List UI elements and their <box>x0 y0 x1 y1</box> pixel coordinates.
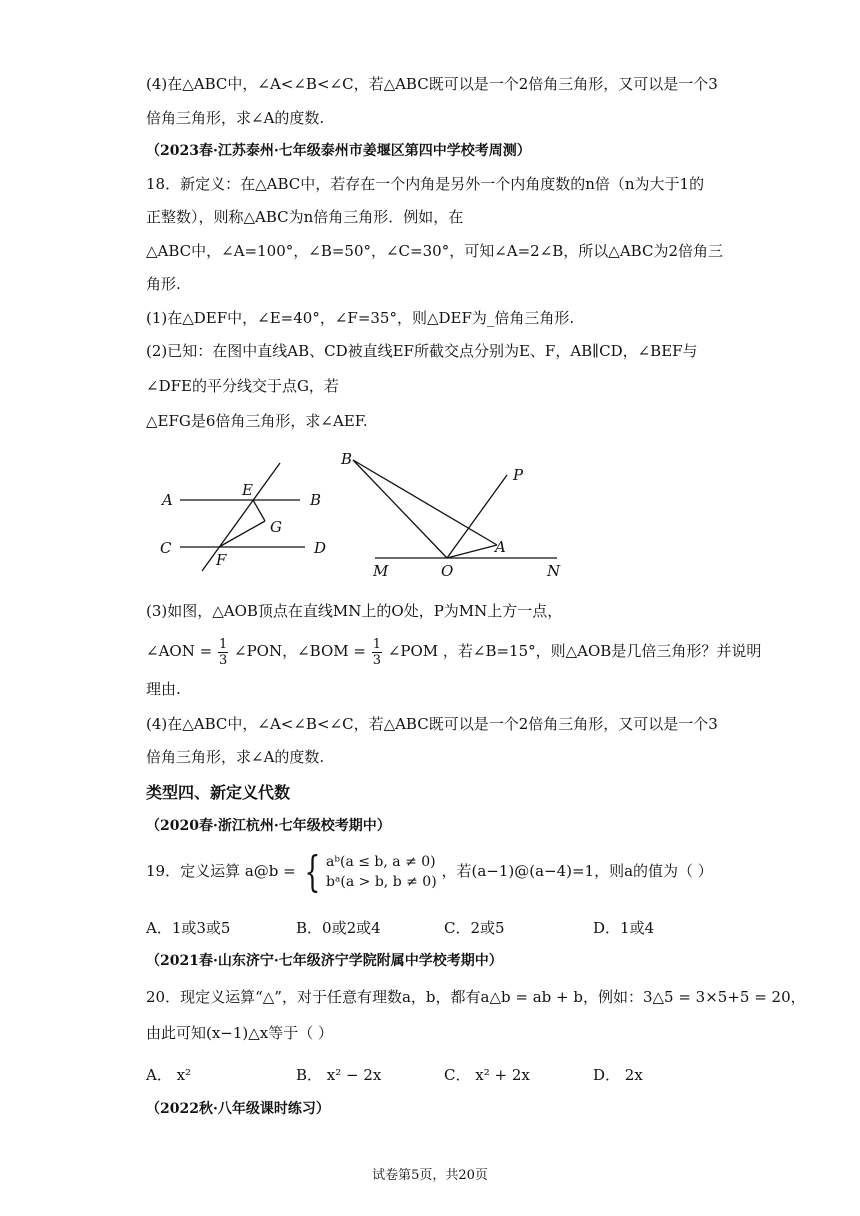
q19-option-d[interactable]: D．1或4 <box>593 919 655 937</box>
q20-line2: 由此可知(x−1)△x等于（ ） <box>146 1024 334 1042</box>
q20-option-c[interactable]: C． x² + 2x <box>444 1066 530 1084</box>
label-f: F <box>216 551 227 569</box>
label-g: G <box>270 518 282 536</box>
source-note: （2020春·浙江杭州·七年级校考期中） <box>146 818 391 834</box>
q19-option-b[interactable]: B．0或2或4 <box>296 919 381 937</box>
q18-line4: 角形. <box>146 275 181 293</box>
q19-prefix: 19．定义运算 a@b = <box>146 862 296 880</box>
label-p: P <box>513 466 524 484</box>
angle-bom-text: ∠PON，∠BOM = <box>234 642 366 660</box>
line-ef <box>202 463 280 571</box>
q18-line2: 正整数），则称△ABC为n倍角三角形．例如，在 <box>146 208 464 226</box>
q19-cases <box>326 852 437 892</box>
q18-part3-line3: 理由. <box>146 680 181 698</box>
q19-option-c[interactable]: C．2或5 <box>444 919 505 937</box>
q18-part4-line1: (4)在△ABC中，∠A<∠B<∠C，若△ABC既可以是一个2倍角三角形，又可以是一个3 <box>146 715 718 733</box>
q20-option-a[interactable]: A． x² <box>146 1066 192 1084</box>
q18-line3: △ABC中，∠A=100°，∠B=50°，∠C=30°，可知∠A=2∠B，所以△ABC为2倍角三 <box>146 242 723 260</box>
q20-line1: 20．现定义运算“△”，对于任意有理数a，b，都有a△b = ab + b，例如：3△5 = 3×5+5 = 20， <box>146 988 806 1006</box>
q18-part3-line2 <box>146 636 761 668</box>
q18-part3-line1: (3)如图，△AOB顶点在直线MN上的O处，P为MN上方一点， <box>146 602 563 620</box>
q18-line1: 18．新定义：在△ABC中，若存在一个内角是另外一个内角度数的n倍（n为大于1的 <box>146 175 705 193</box>
label-c: C <box>160 539 172 557</box>
q19-suffix: ，若(a−1)@(a−4)=1，则a的值为（ ） <box>441 862 713 880</box>
label-d: D <box>314 539 327 557</box>
bisector-fg <box>219 521 265 547</box>
figure-parallel-lines <box>150 455 340 575</box>
q18-part2-line1: (2)已知：在图中直线AB、CD被直线EF所截交点分别为E、F，AB∥CD，∠BEF与 <box>146 342 698 360</box>
label-o: O <box>441 562 454 580</box>
fraction-one-third-2: $\frac{1}{3}$ <box>372 636 382 668</box>
segment-ob <box>353 460 447 558</box>
q18-part2-line3: △EFG是6倍角三角形，求∠AEF. <box>146 412 368 430</box>
label-b: B <box>341 450 353 468</box>
figure-angle-aob <box>335 448 565 583</box>
line-p4b: 倍角三角形，求∠A的度数. <box>146 109 325 127</box>
q18-part2-line2: ∠DFE的平分线交于点G，若 <box>146 377 339 395</box>
page-footer: 试卷第5页，共20页 <box>372 1168 488 1183</box>
q20-option-b[interactable]: B． x² − 2x <box>296 1066 382 1084</box>
label-m: M <box>373 562 389 580</box>
q18-part4-line2: 倍角三角形，求∠A的度数. <box>146 748 325 766</box>
angle-aon-text: ∠AON = <box>146 642 213 660</box>
source-note: （2022秋·八年级课时练习） <box>146 1101 330 1117</box>
brace: { <box>303 847 320 896</box>
q19-stem <box>146 848 713 894</box>
bisector-eg <box>253 500 265 521</box>
label-a: A <box>495 538 506 556</box>
label-n: N <box>547 562 561 580</box>
q18-part1: (1)在△DEF中，∠E=40°，∠F=35°，则△DEF为_倍角三角形. <box>146 309 575 327</box>
line-p4a: (4)在△ABC中，∠A<∠B<∠C，若△ABC既可以是一个2倍角三角形，又可以是一个3 <box>146 75 718 93</box>
q19-option-a[interactable]: A．1或3或5 <box>146 919 231 937</box>
label-e: E <box>242 481 253 499</box>
q19-case-2: bᵃ(a > b, b ≠ 0) <box>326 874 437 890</box>
source-note: （2023春·江苏泰州·七年级泰州市姜堰区第四中学校考周测） <box>146 143 531 159</box>
label-b: B <box>310 491 322 509</box>
fraction-one-third: $\frac{1}{3}$ <box>218 636 228 668</box>
section-heading: 类型四、新定义代数 <box>146 783 291 802</box>
segment-ba <box>353 460 497 545</box>
q19-case-1: aᵇ(a ≤ b, a ≠ 0) <box>326 854 436 870</box>
condition-text: ∠POM ，若∠B=15°，则△AOB是几倍三角形？并说明 <box>387 642 762 660</box>
q20-option-d[interactable]: D． 2x <box>593 1066 643 1084</box>
source-note: （2021春·山东济宁·七年级济宁学院附属中学校考期中） <box>146 953 503 969</box>
label-a: A <box>162 491 173 509</box>
